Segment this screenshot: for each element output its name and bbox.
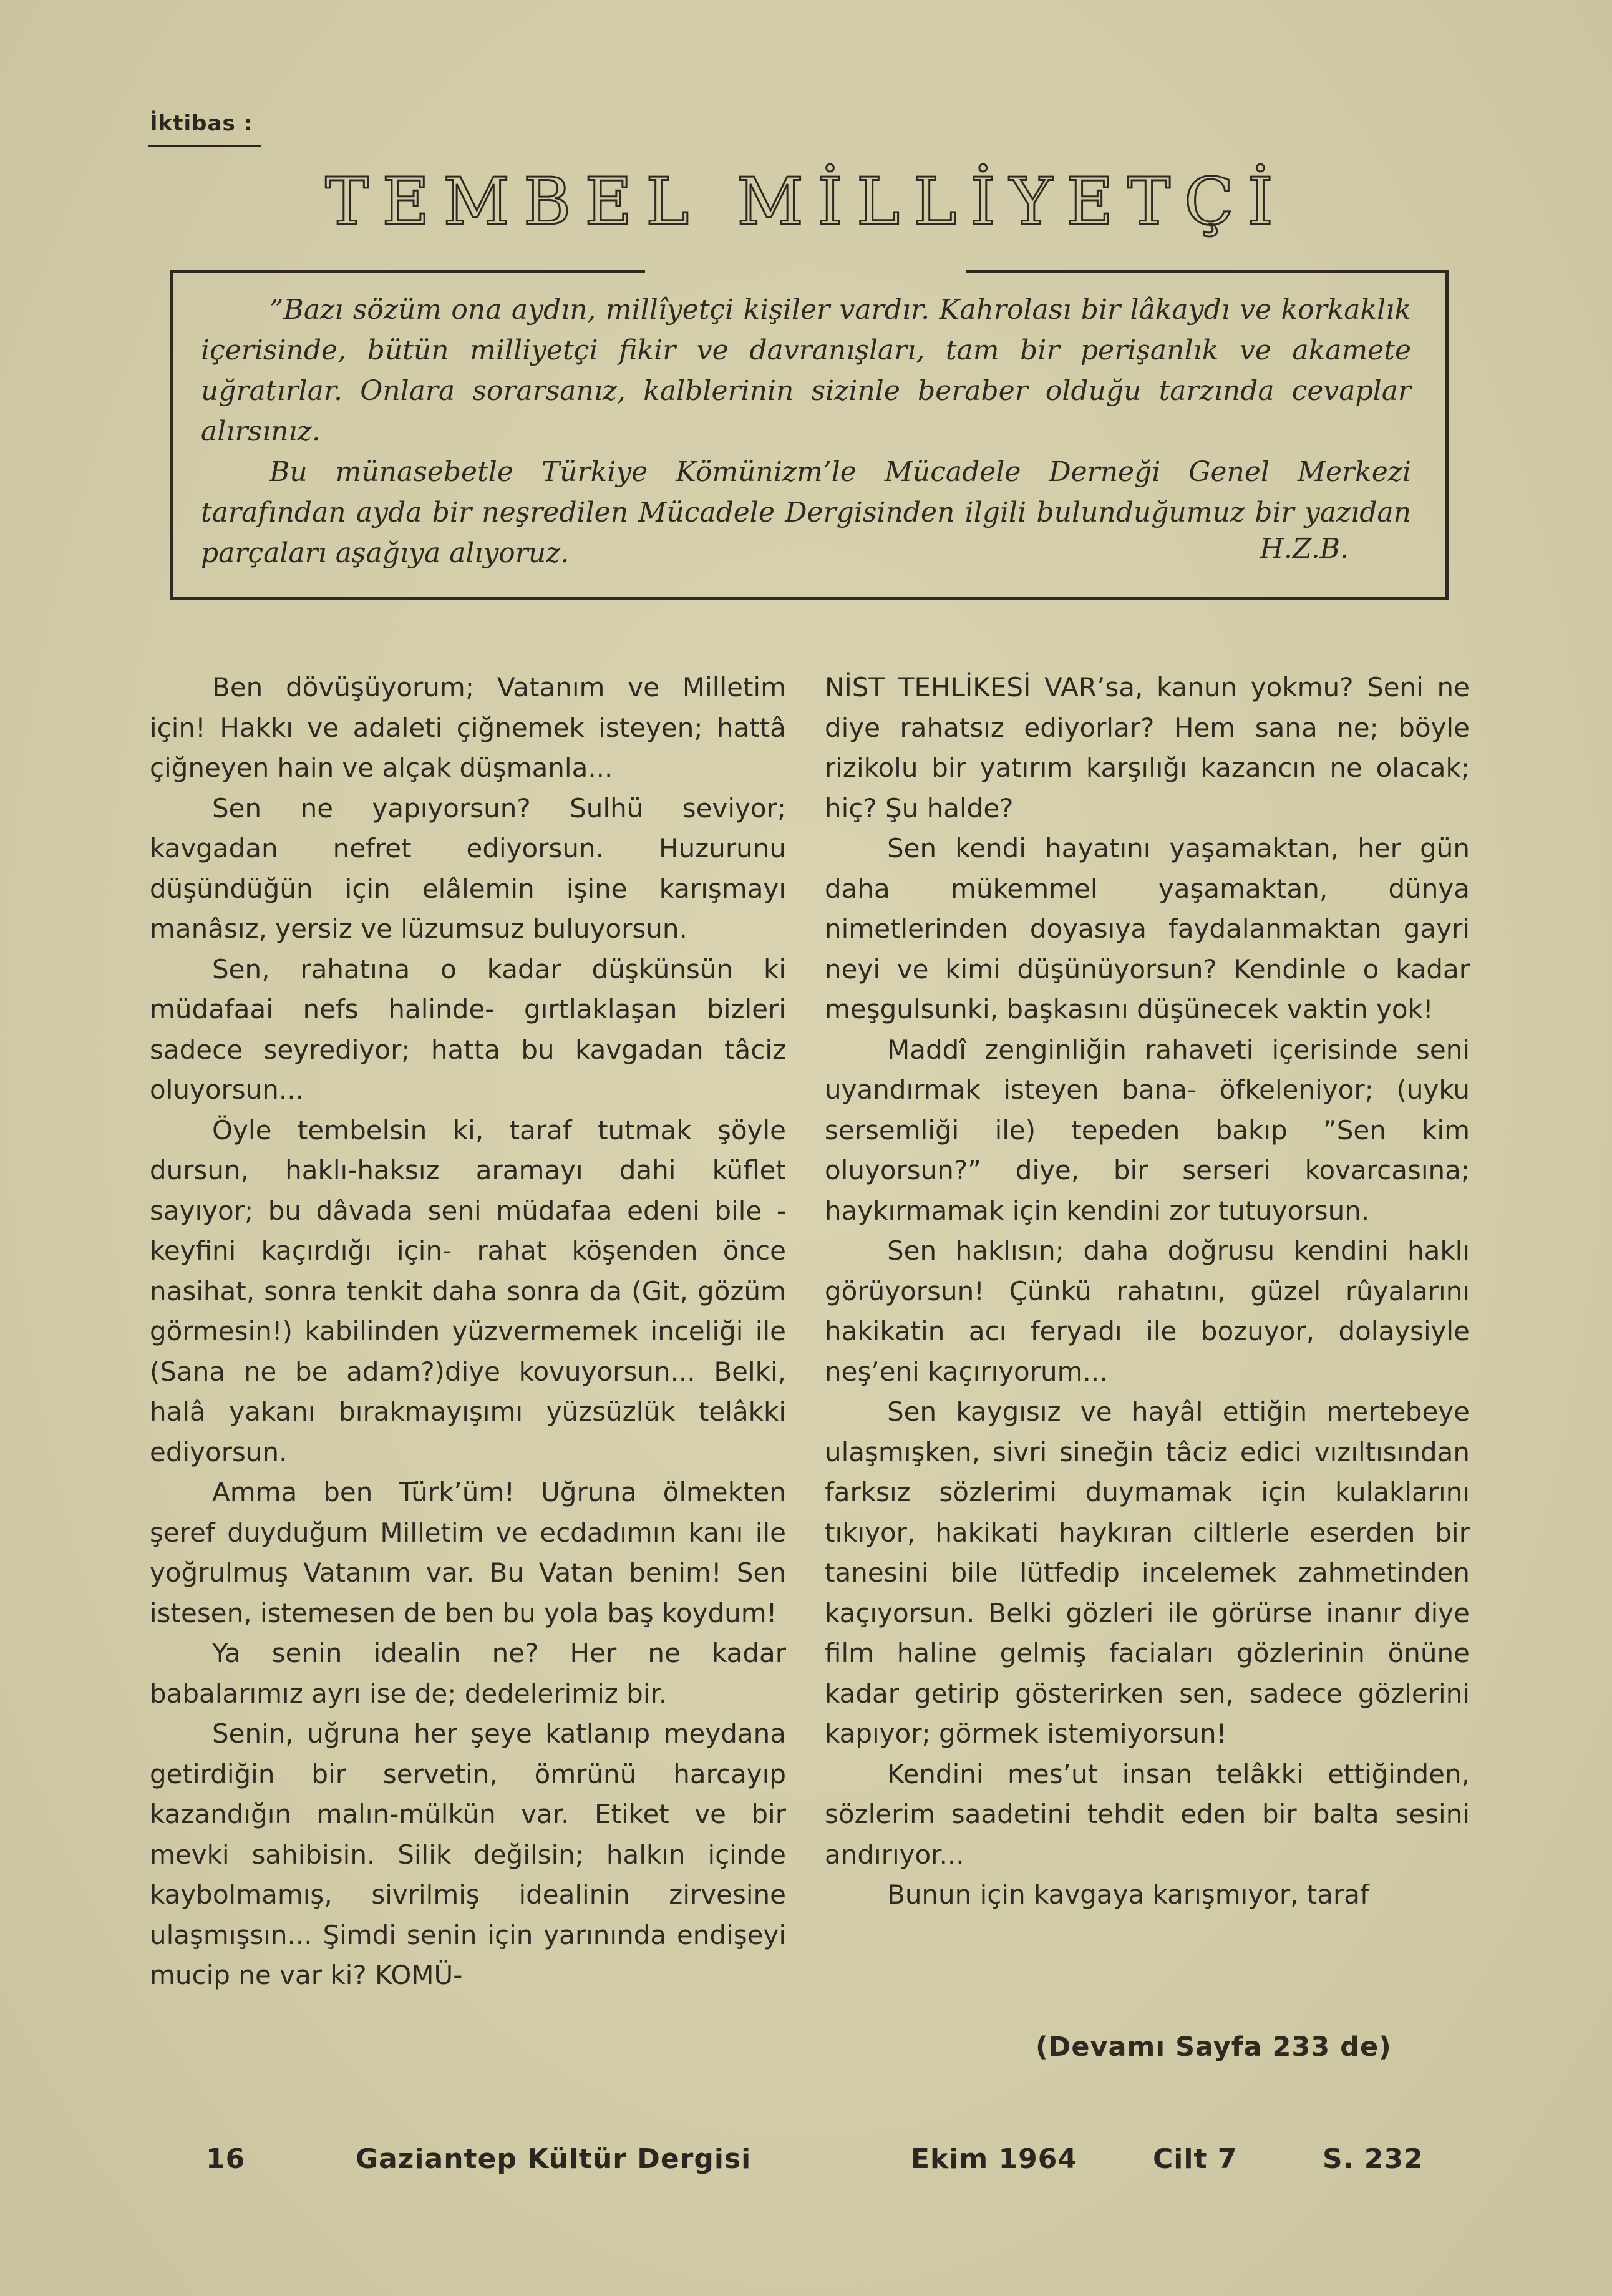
footer-magazine-name: Gaziantep Kültür Dergisi bbox=[356, 2143, 752, 2175]
footer-volume: Cilt 7 bbox=[1153, 2143, 1238, 2175]
footer-issue-page: S. 232 bbox=[1323, 2143, 1424, 2175]
box-top-rule-left bbox=[170, 270, 645, 273]
footer-date: Ekim 1964 bbox=[911, 2143, 1078, 2175]
section-label: İktibas : bbox=[150, 111, 253, 136]
intro-box bbox=[170, 270, 1449, 600]
article-paragraph: Ben dövüşüyorum; Vatanım ve Milletim için! Hakkı ve adaleti çiğnemek isteyen; hattâ çiğneyen hain ve alçak düşmanla... bbox=[150, 672, 786, 783]
article-paragraph: Sen kaygısız ve hayâl ettiğin mertebeye ulaşmışken, sivri sineğin tâciz edici vızıltısından farksız sözlerimi duymamak için kulaklarını tıkıyor, hakikati haykıran ciltlerle eserden bir tanesini bile lütfedip incelemek zahmetinden kaçıyorsun. Belki gözleri ile görürse inanır diye film haline gelmiş faciaları gözlerinin önüne kadar getirip gösterirken sen, sadece gözlerini kapıyor; görmek istemiyorsun! bbox=[825, 1396, 1470, 1749]
article-paragraph: Amma ben Türk’üm! Uğruna ölmekten şeref duyduğum Milletim ve ecdadımın kanı ile yoğrulmuş Vatanım var. Bu Vatan benim! Sen istesen, istemesen de ben bu yola baş koydum! bbox=[150, 1477, 786, 1628]
footer-page-number: 16 bbox=[206, 2143, 246, 2175]
section-label-underline bbox=[148, 145, 261, 147]
article-paragraph: Sen ne yapıyorsun? Sulhü seviyor; kavgadan nefret ediyorsun. Huzurunu düşündüğün için elâlemin işine karışmayı manâsız, yersiz ve lüzumsuz buluyorsun. bbox=[150, 792, 786, 944]
intro-text bbox=[201, 289, 1411, 573]
article-paragraph: Sen haklısın; daha doğrusu kendini haklı görüyorsun! Çünkü rahatını, güzel rûyalarını hakikatin acı feryadı ile bozuyor, dolaysiyle neş’eni kaçırıyorum... bbox=[825, 1235, 1470, 1387]
intro-paragraph: ”Bazı sözüm ona aydın, millîyetçi kişiler vardır. Kahrolası bir lâkaydı ve korkaklık içerisinde, bütün milliyetçi fikir ve davranışları, tam bir perişanlık ve akamete uğratırlar. Onlara sorarsanız, kalblerinin sizinle beraber olduğu tarzında cevaplar alırsınız. bbox=[201, 294, 1411, 447]
article-paragraph: Ya senin idealin ne? Her ne kadar babalarımız ayrı ise de; dedelerimiz bir. bbox=[150, 1638, 786, 1709]
article-paragraph: NİST TEHLİKESİ VAR’sa, kanun yokmu? Seni ne diye rahatsız ediyorlar? Hem sana ne; böyle rizikolu bir yatırım karşılığı kazancın ne olacak; hiç? Şu halde? bbox=[825, 672, 1470, 824]
intro-signature: H.Z.B. bbox=[1260, 533, 1349, 565]
article-paragraph: Sen, rahatına o kadar düşkünsün ki müdafaai nefs halinde- gırtlaklaşan bizleri sadece seyrediyor; hatta bu kavgadan tâciz oluyorsun... bbox=[150, 953, 786, 1105]
box-bottom-rule bbox=[170, 597, 1449, 600]
intro-paragraph: Bu münasebetle Türkiye Kömünizm’le Mücadele Derneği Genel Merkezi tarafından ayda bir neşredilen Mücadele Dergisinden ilgili bulunduğumuz bir yazıdan parçaları aşağıya alıyoruz. bbox=[201, 456, 1411, 569]
article-paragraph: Kendini mes’ut insan telâkki ettiğinden, sözlerim saadetini tehdit eden bir balta sesini andırıyor... bbox=[825, 1758, 1470, 1870]
box-left-rule bbox=[170, 270, 173, 600]
article-paragraph: Maddî zenginliğin rahaveti içerisinde seni uyandırmak isteyen bana- öfkeleniyor; (uyku sersemliği ile) tepeden bakıp ”Sen kim oluyorsun?” diye, bir serseri kovarcasına; haykırmamak için kendini zor tutuyorsun. bbox=[825, 1034, 1470, 1226]
continued-note: (Devamı Sayfa 233 de) bbox=[1036, 2031, 1392, 2063]
article-paragraph: Bunun için kavgaya karışmıyor, taraf bbox=[887, 1879, 1369, 1910]
article-column-right bbox=[825, 668, 1470, 1915]
box-right-rule bbox=[1445, 270, 1449, 600]
article-paragraph: Sen kendi hayatını yaşamaktan, her gün daha mükemmel yaşamaktan, dünya nimetlerinden doyasıya faydalanmaktan gayri neyi ve kimi düşünüyorsun? Kendinle o kadar meşgulsunki, başkasını düşünecek vaktin yok! bbox=[825, 833, 1470, 1024]
article-paragraph: Senin, uğruna her şeye katlanıp meydana getirdiğin bir servetin, ömrünü harcayıp kazandığın malın-mülkün var. Etiket ve bir mevki sahibisin. Silik değilsin; halkın içinde kaybolmamış, sivrilmiş idealinin zirvesine ulaşmışsın... Şimdi senin için yarınında endişeyi mucip ne var ki? KOMÜ- bbox=[150, 1718, 786, 1990]
box-top-rule-right bbox=[966, 270, 1449, 273]
article-column-left bbox=[150, 668, 786, 1996]
article-paragraph: Öyle tembelsin ki, taraf tutmak şöyle dursun, haklı-haksız aramayı dahi küflet sayıyor; bu dâvada seni müdafaa edeni bile -keyfini kaçırdığı için- rahat köşenden önce nasihat, sonra tenkit daha sonra da (Git, gözüm görmesin!) kabilinden yüzvermemek inceliği ile (Sana ne be adam?)diye kovuyorsun... Belki, halâ yakanı bırakmayışımı yüzsüzlük telâkki ediyorsun. bbox=[150, 1114, 786, 1467]
article-title: TEMBEL MİLLİYETÇİ bbox=[325, 163, 1287, 240]
